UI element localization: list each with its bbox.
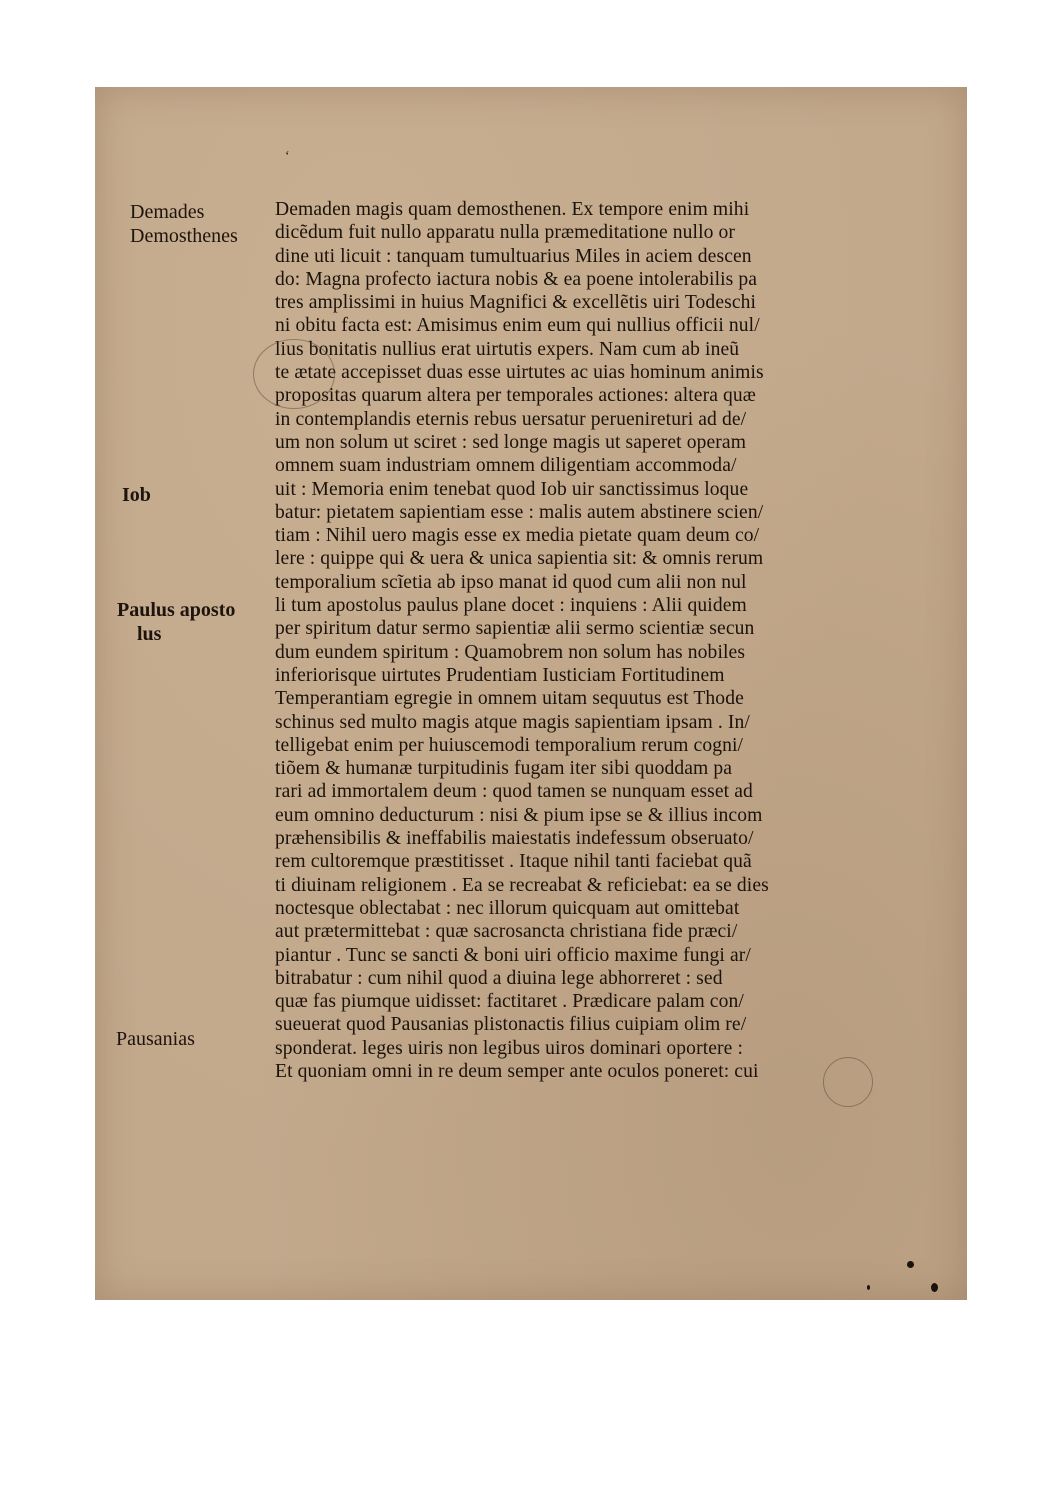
text-line: dum eundem spiritum : Quamobrem non solum has nobiles — [275, 641, 746, 663]
text-line: um non solum ut sciret : sed longe magis ut saperet operam — [275, 431, 747, 453]
text-line: aut prætermittebat : quæ sacrosancta christiana fide præci/ — [275, 921, 738, 943]
text-line: ti diuinam religionem . Ea se recreabat & reficiebat: ea se dies — [275, 874, 769, 896]
text-line: dine uti licuit : tanquam tumultuarius Miles in aciem descen — [275, 245, 752, 267]
text-line: omnem suam industriam omnem diligentiam accommoda/ — [275, 455, 737, 477]
text-line: sponderat. leges uiris non legibus uiros dominari oportere : — [275, 1037, 743, 1059]
text-line: dicẽdum fuit nullo apparatu nulla præmeditatione nullo or — [275, 222, 736, 244]
text-line: piantur . Tunc se sancti & boni uiri officio maxime fungi ar/ — [275, 944, 751, 966]
text-line: tres amplissimi in huius Magnifici & excellẽtis uiri Todeschi — [275, 292, 757, 314]
text-line: sueuerat quod Pausanias plistonactis filius cuipiam olim re/ — [275, 1014, 747, 1036]
marginal-note-paulus-cont: lus — [137, 623, 162, 645]
ink-spot — [867, 1285, 870, 1290]
text-line: Demaden magis quam demosthenen. Ex tempore enim mihi — [275, 199, 750, 220]
text-line: li tum apostolus paulus plane docet : inquiens : Alii quidem — [275, 595, 747, 617]
text-line: propositas quarum altera per temporales actiones: altera quæ — [275, 385, 756, 407]
ink-spot — [907, 1261, 914, 1268]
text-line: do: Magna profecto iactura nobis & ea poene intolerabilis pa — [275, 268, 758, 290]
text-line: rari ad immortalem deum : quod tamen se nunquam esset ad — [275, 781, 753, 803]
text-line: rem cultoremque præstitisset . Itaque nihil tanti faciebat quã — [275, 851, 752, 873]
text-line: te ætate accepisset duas esse uirtutes ac uias hominum animis — [275, 362, 764, 384]
text-line: batur: pietatem sapientiam esse : malis autem abstinere scien/ — [275, 501, 764, 523]
text-line: eum omnino deducturum : nisi & pium ipse se & illius incom — [275, 804, 763, 826]
text-line: telligebat enim per huiuscemodi temporalium rerum cogni/ — [275, 734, 744, 756]
text-line: per spiritum datur sermo sapientiæ alii sermo scientiæ secun — [275, 618, 755, 640]
text-line: quæ fas piumque uidisset: factitaret . Prædicare palam con/ — [275, 991, 744, 1013]
marginal-note-demades: Demades — [130, 201, 205, 223]
marginal-note-paulus: Paulus aposto — [117, 599, 236, 621]
text-line: in contemplandis eternis rebus uersatur peruenireturi ad de/ — [275, 408, 747, 430]
text-line: tiõem & humanæ turpitudinis fugam iter sibi quoddam pa — [275, 758, 733, 780]
ink-spot — [931, 1283, 938, 1292]
text-line: uit : Memoria enim tenebat quod Iob uir sanctissimus loque — [275, 478, 749, 500]
text-line: Temperantiam egregie in omnem uitam sequutus est Thode — [275, 688, 744, 710]
text-line: tiam : Nihil uero magis esse ex media pietate quam deum co/ — [275, 525, 760, 547]
library-stamp-right — [823, 1057, 873, 1107]
marginal-note-demosthenes: Demosthenes — [130, 225, 238, 247]
text-line: Et quoniam omni in re deum semper ante oculos poneret: cui — [275, 1060, 759, 1082]
top-mark: ‘ — [285, 149, 290, 164]
text-line: temporalium scĩetia ab ipso manat id quod cum alii non nul — [275, 571, 747, 593]
marginal-note-pausanias: Pausanias — [116, 1028, 195, 1050]
text-line: præhensibilis & ineffabilis maiestatis indefessum obseruato/ — [275, 828, 754, 850]
marginal-note-iob: Iob — [122, 484, 151, 506]
text-line: noctesque oblectabat : nec illorum quicquam aut omittebat — [275, 897, 740, 919]
text-line: inferiorisque uirtutes Prudentiam Iusticiam Fortitudinem — [275, 664, 725, 686]
text-line: lius bonitatis nullius erat uirtutis expers. Nam cum ab ineũ — [275, 338, 740, 360]
text-line: schinus sed multo magis atque magis sapientiam ipsam . In/ — [275, 711, 750, 733]
text-line: bitrabatur : cum nihil quod a diuina lege abhorreret : sed — [275, 967, 723, 989]
text-line: lere : quippe qui & uera & unica sapientia sit: & omnis rerum — [275, 548, 764, 570]
main-text-block — [275, 198, 885, 1083]
text-line: ni obitu facta est: Amisimus enim eum qui nullius officii nul/ — [275, 315, 760, 337]
library-stamp-left — [253, 339, 335, 409]
manuscript-page — [95, 87, 967, 1300]
